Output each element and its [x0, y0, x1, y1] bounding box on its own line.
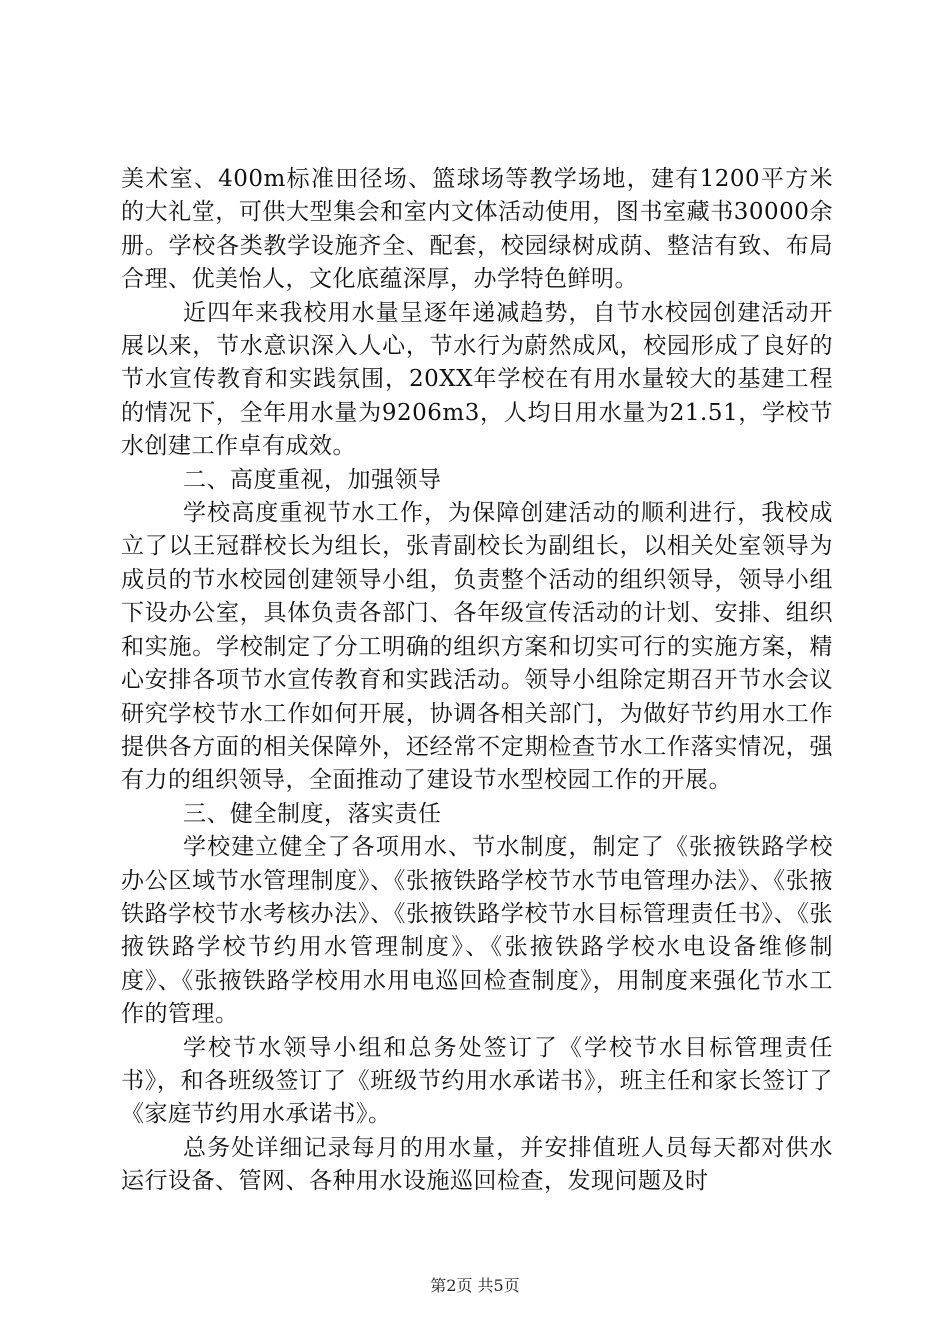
document-body — [121, 163, 833, 1199]
paragraph-water-usage: 近四年来我校用水量呈逐年递减趋势，自节水校园创建活动开展以来，节水意识深入人心，节水行为蔚然成风，校园形成了良好的节水宣传教育和实践氛围，20XX年学校在有用水量较大的基建工程的情况下，全年用水量为9206m3，人均日用水量为21.51，学校节水创建工作卓有成效。 — [121, 299, 833, 460]
page-number: 第2页 共5页 — [430, 1276, 520, 1295]
paragraph-responsibility-letters: 学校节水领导小组和总务处签订了《学校节水目标管理责任书》，和各班级签订了《班级节约用水承诺书》，班主任和家长签订了《家庭节约用水承诺书》。 — [121, 1034, 833, 1128]
paragraph-leadership: 学校高度重视节水工作，为保障创建活动的顺利进行，我校成立了以王冠群校长为组长，张青副校长为副组长，以相关处室领导为成员的节水校园创建领导小组，负责整个活动的组织领导，领导小组下设办公室，具体负责各部门、各年级宣传活动的计划、安排、组织和实施。学校制定了分工明确的组织方案和切实可行的实施方案，精心安排各项节水宣传教育和实践活动。领导小组除定期召开节水会议研究学校节水工作如何开展，协调各相关部门，为做好节约用水工作提供各方面的相关保障外，还经常不定期检查节水工作落实情况，强有力的组织领导，全面推动了建设节水型校园工作的开展。 — [121, 500, 833, 794]
section-heading-leadership: 二、高度重视，加强领导 — [183, 466, 442, 493]
section-heading-system: 三、健全制度，落实责任 — [183, 800, 442, 827]
paragraph-regulations: 学校建立健全了各项用水、节水制度，制定了《张掖铁路学校办公区域节水管理制度》、《张掖铁路学校节水节电管理办法》、《张掖铁路学校节水考核办法》、《张掖铁路学校节水目标管理责任书》、《张掖铁路学校节约用水管理制度》、《张掖铁路学校水电设备维修制度》、《张掖铁路学校用水用电巡回检查制度》，用制度来强化节水工作的管理。 — [121, 834, 833, 1028]
paragraph-monitoring: 总务处详细记录每月的用水量，并安排值班人员每天都对供水运行设备、管网、各种用水设施巡回检查，发现问题及时 — [121, 1134, 833, 1195]
paragraph-facilities: 美术室、400m标准田径场、篮球场等教学场地，建有1200平方米的大礼堂，可供大型集会和室内文体活动使用，图书室藏书30000余册。学校各类教学设施齐全、配套，校园绿树成荫、整洁有致、布局合理、优美怡人，文化底蕴深厚，办学特色鲜明。 — [121, 166, 833, 293]
